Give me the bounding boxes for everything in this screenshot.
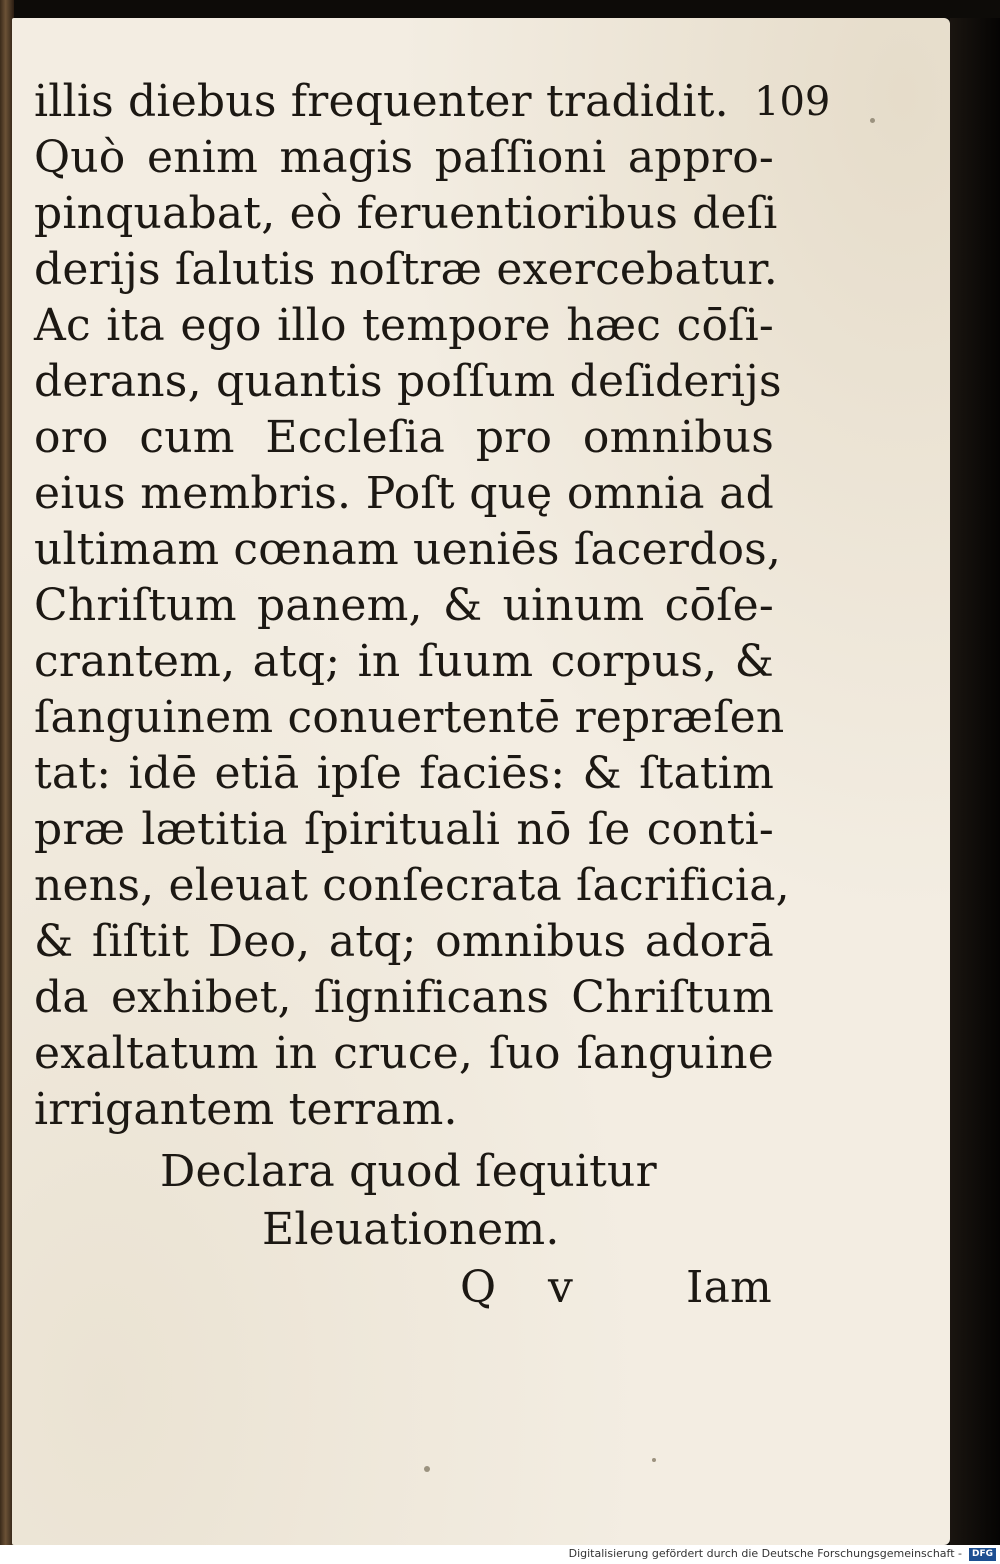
footer-bar	[0, 1545, 1000, 1564]
text-line: eius membris. Poſt quę omnia ad	[34, 468, 774, 519]
text-line: & ſiſtit Deo, atq; omnibus adorā	[34, 916, 774, 967]
page-shadow	[950, 18, 1000, 1545]
text-line: Chriſtum panem, & uinum cōſe-	[34, 580, 774, 631]
text-line: pinquabat, eò feruentioribus deſi	[34, 188, 778, 239]
text-line: ſanguinem conuertentē repræſen	[34, 692, 785, 743]
text-line: derijs ſalutis noſtræ exercebatur.	[34, 244, 778, 295]
text-line: derans, quantis poſſum deſiderijs	[34, 356, 782, 407]
catchword-q: Q	[460, 1262, 497, 1313]
text-line: exaltatum in cruce, ſuo ſanguine	[34, 1028, 774, 1079]
text-line: crantem, atq; in ſuum corpus, &	[34, 636, 774, 687]
text-line: illis diebus frequenter tradidit.	[34, 76, 729, 127]
paper-speck	[870, 118, 875, 123]
text-line: ultimam cœnam ueniēs ſacerdos,	[34, 524, 782, 575]
text-line: Ac ita ego illo tempore hæc cōſi-	[34, 300, 774, 351]
dfg-logo: DFG	[969, 1548, 996, 1561]
text-line: oro cum Eccleſia pro omnibus	[34, 412, 774, 463]
text-line: irrigantem terram.	[34, 1084, 458, 1135]
funding-credit: Digitalisierung gefördert durch die Deutsche Forschungsgemeinschaft -	[568, 1547, 962, 1560]
paper-speck	[424, 1466, 430, 1472]
catchword-iam: Iam	[686, 1262, 772, 1313]
text-line: tat: idē etiā ipſe faciēs: & ſtatim	[34, 748, 774, 799]
page-number: 109	[754, 79, 831, 125]
section-heading-line-1: Declara quod ſequitur	[160, 1146, 657, 1197]
section-heading-line-2: Eleuationem.	[262, 1204, 560, 1255]
text-line: Quò enim magis paſſioni appro-	[34, 132, 774, 183]
text-line: da exhibet, ſignificans Chriſtum	[34, 972, 774, 1023]
catchword-v: v	[548, 1262, 574, 1313]
paper-speck	[652, 1458, 656, 1462]
text-line: præ lætitia ſpirituali nō ſe conti-	[34, 804, 774, 855]
text-line: nens, eleuat conſecrata ſacrificia,	[34, 860, 790, 911]
